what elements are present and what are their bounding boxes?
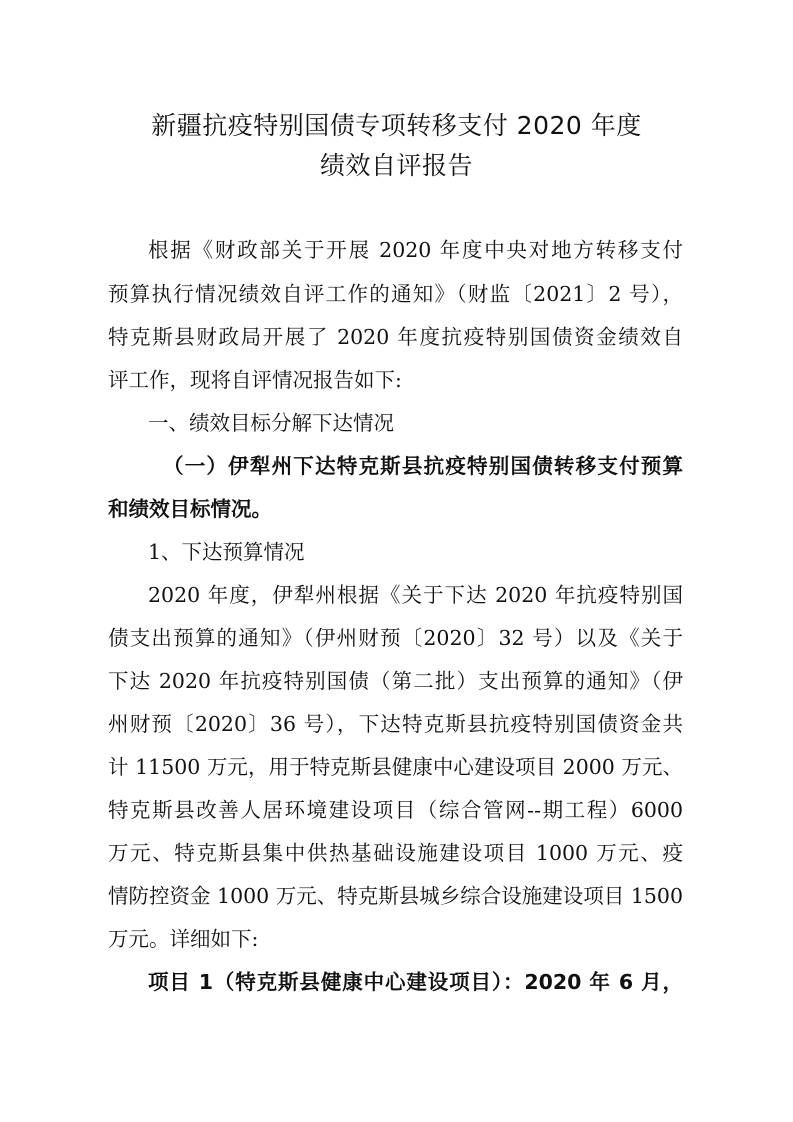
paragraph-line: 下达 2020 年抗疫特别国债（第二批）支出预算的通知》（伊	[108, 669, 683, 693]
subsection-heading-line: （一）伊犁州下达特克斯县抗疫特别国债转移支付预算	[163, 454, 683, 478]
paragraph-line: 情防控资金 1000 万元、特克斯县城乡综合设施建设项目 1500	[108, 884, 683, 908]
paragraph-line: 2020 年度，伊犁州根据《关于下达 2020 年抗疫特别国	[148, 583, 683, 607]
paragraph-line: 特克斯县改善人居环境建设项目（综合管网--期工程）6000	[108, 798, 683, 822]
project-heading: 项目 1（特克斯县健康中心建设项目）：2020 年 6 月，	[148, 970, 683, 994]
document-title-line-2: 绩效自评报告	[319, 151, 473, 180]
document-title-line-1: 新疆抗疫特别国债专项转移支付 2020 年度	[151, 111, 642, 140]
paragraph-line: 州财预〔2020〕36 号），下达特克斯县抗疫特别国债资金共	[108, 712, 683, 736]
paragraph-line: 根据《财政部关于开展 2020 年度中央对地方转移支付	[148, 238, 683, 262]
subsection-heading-line: 和绩效目标情况。	[108, 497, 272, 521]
paragraph-line: 万元。详细如下:	[108, 927, 259, 951]
paragraph-line: 计 11500 万元，用于特克斯县健康中心建设项目 2000 万元、	[108, 755, 683, 779]
paragraph-line: 万元、特克斯县集中供热基础设施建设项目 1000 万元、疫	[108, 841, 683, 865]
item-heading: 1、下达预算情况	[148, 540, 305, 564]
paragraph-line: 特克斯县财政局开展了 2020 年度抗疫特别国债资金绩效自	[108, 325, 683, 349]
paragraph-line: 债支出预算的通知》（伊州财预〔2020〕32 号）以及《关于	[108, 626, 683, 650]
paragraph-line: 预算执行情况绩效自评工作的通知》（财监〔2021〕2 号），	[108, 282, 683, 306]
section-heading: 一、绩效目标分解下达情况	[148, 411, 394, 435]
paragraph-line: 评工作，现将自评情况报告如下:	[108, 368, 402, 392]
